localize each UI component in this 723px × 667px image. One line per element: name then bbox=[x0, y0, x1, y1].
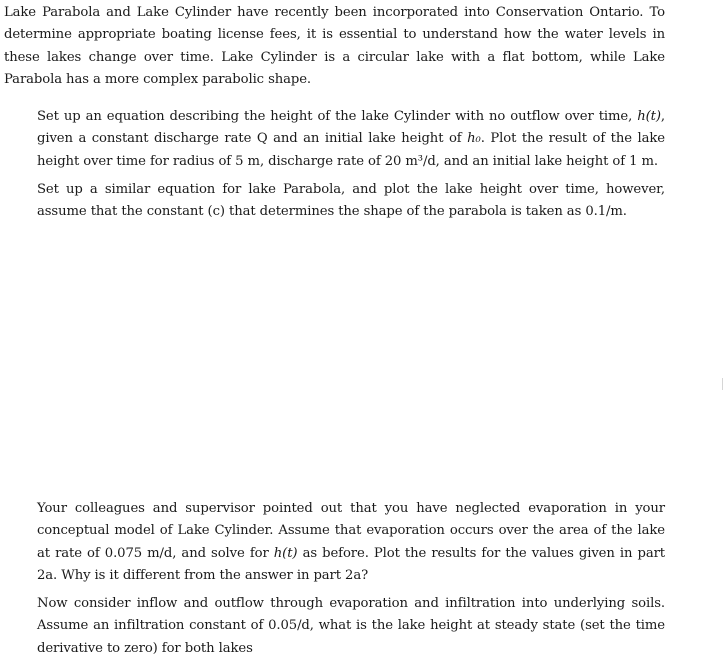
q1-math-initial-height: h₀ bbox=[467, 131, 481, 147]
question-parabola: Set up a similar equation for lake Parabola, and plot the lake height over time, however, assume that the constant (c) that determines the shape of the parabola is taken as 0.1/m. bbox=[37, 182, 665, 220]
question-steady-state: Now consider inflow and outflow through evaporation and infiltration into underlying soils. Assume an infiltration constant of 0.05/d, what is the lake height at steady state (set the time derivative to zero) for both lakes bbox=[37, 596, 665, 656]
q1-text-c: . Plot the result of the lake height over time for radius of 5 m, discharge rate of 20 m³/d, and an initial lake height of 1 m. bbox=[37, 131, 665, 169]
q3-math-height: h(t) bbox=[273, 545, 298, 561]
intro-paragraph: Lake Parabola and Lake Cylinder have recently been incorporated into Conservation Ontario. To determine appropriate boating license fees, it is essential to understand how the water levels in these lakes change over time. Lake Cylinder is a circular lake with a flat bottom, while Lake Parabola has a more complex parabolic shape. bbox=[4, 5, 665, 87]
q1-text-a: Set up an equation describing the height of the lake Cylinder with no outflow over time, bbox=[37, 109, 638, 124]
q1-text-b: , given a constant discharge rate Q and an initial lake height of bbox=[37, 109, 665, 147]
q3-text-b: as before. Plot the results for the values given in part 2a. Why is it different from the answer in part 2a? bbox=[37, 545, 665, 583]
question-cylinder-no-outflow bbox=[37, 106, 665, 173]
q1-math-height: h(t) bbox=[637, 109, 661, 124]
q3-text-a: Your colleagues and supervisor pointed out that you have neglected evaporation in your conceptual model of Lake Cylinder. Assume that evaporation occurs over the area of the lake at rate of 0.075 m/d, and solve for bbox=[37, 501, 665, 561]
question-evaporation bbox=[37, 498, 665, 587]
